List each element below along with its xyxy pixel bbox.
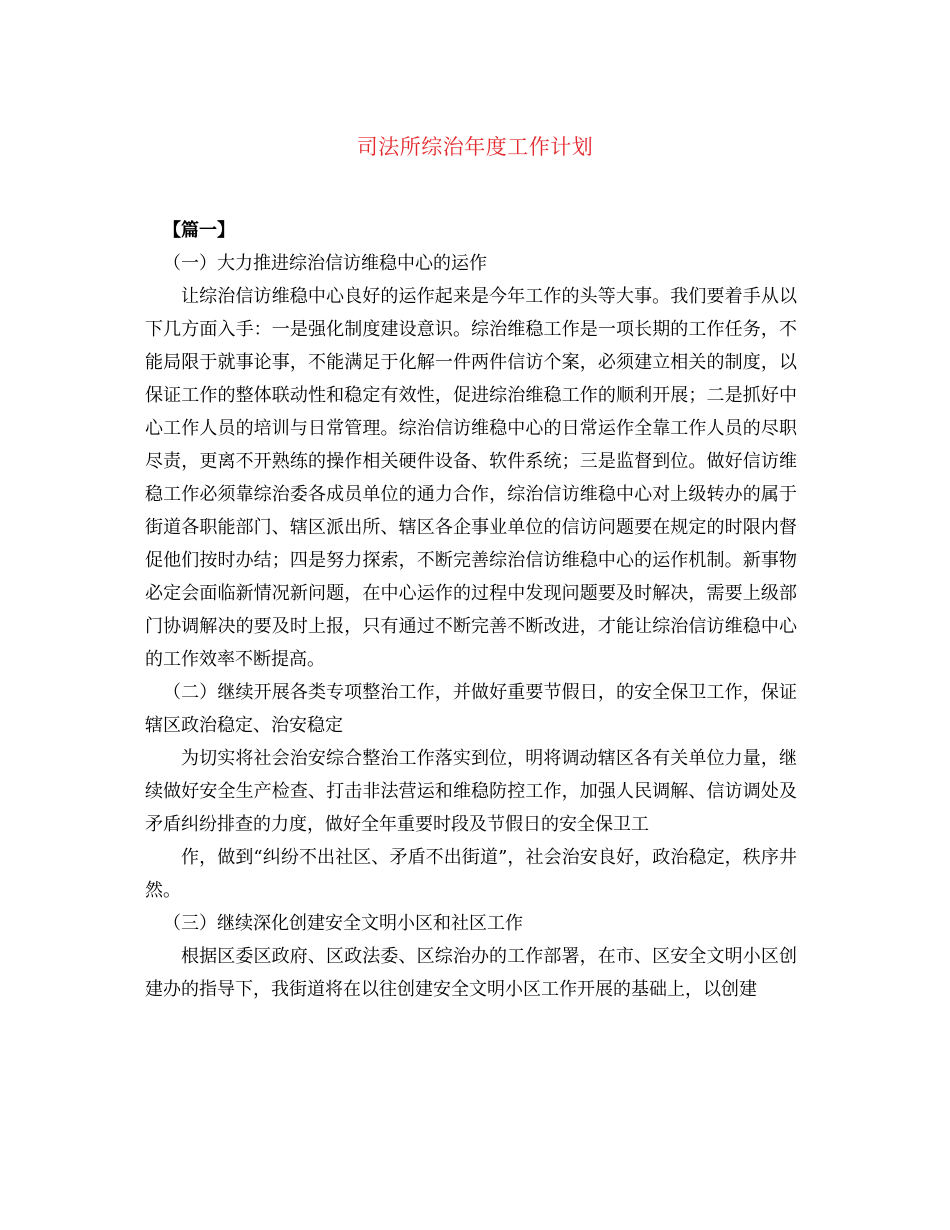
paragraph-2a: 为切实将社会治安综合整治工作落实到位，明将调动辖区各有关单位力量，继续做好安全生产检查、打击非法营运和维稳防控工作，加强人民调解、信访调处及矛盾纠纷排查的力度，做好全年重要时段及节假日的安全保卫工 (145, 748, 797, 835)
heading-3: （三）继续深化创建安全文明小区和社区工作 (163, 913, 523, 934)
document-title: 司法所综治年度工作计划 (356, 135, 594, 159)
paragraph-3: 根据区委区政府、区政法委、区综治办的工作部署，在市、区安全文明小区创建办的指导下，我街道将在以往创建安全文明小区工作开展的基础上，以创建 (145, 946, 797, 1000)
paragraph-1: 让综治信访维稳中心良好的运作起来是今年工作的头等大事。我们要着手从以下几方面入手：一是强化制度建设意识。综治维稳工作是一项长期的工作任务，不能局限于就事论事，不能满足于化解一件两件信访个案，必须建立相关的制度，以保证工作的整体联动性和稳定有效性，促进综治维稳工作的顺利开展；二是抓好中心工作人员的培训与日常管理。综治信访维稳中心的日常运作全靠工作人员的尽职尽责，更离不开熟练的操作相关硬件设备、软件系统；三是监督到位。做好信访维稳工作必须靠综治委各成员单位的通力合作，综治信访维稳中心对上级转办的属于街道各职能部门、辖区派出所、辖区各企事业单位的信访问题要在规定的时限内督促他们按时办结；四是努力探索，不断完善综治信访维稳中心的运作机制。新事物必定会面临新情况新问题，在中心运作的过程中发现问题要及时解决，需要上级部门协调解决的要及时上报，只有通过不断完善不断改进，才能让综治信访维稳中心的工作效率不断提高。 (145, 286, 797, 670)
heading-1: （一）大力推进综治信访维稳中心的运作 (163, 253, 487, 274)
heading-2: （二）继续开展各类专项整治工作，并做好重要节假日，的安全保卫工作，保证辖区政治稳定、治安稳定 (145, 682, 797, 736)
section-label: 【篇一】 (163, 220, 235, 241)
document-body (145, 214, 797, 1006)
paragraph-2b: 作，做到“纠纷不出社区、矛盾不出街道”，社会治安良好，政治稳定，秩序井然。 (145, 847, 797, 901)
